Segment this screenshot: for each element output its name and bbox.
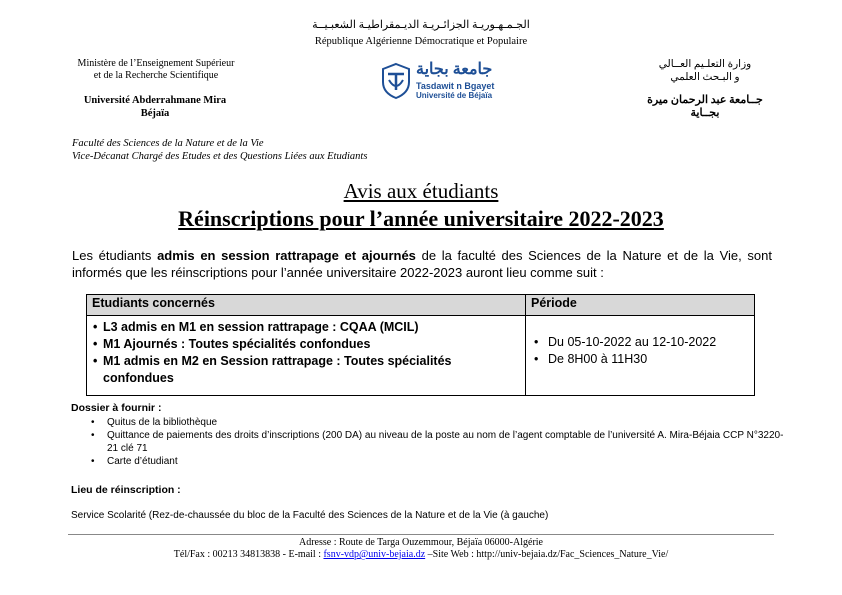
main-title: Réinscriptions pour l’année universitaire 2022-2023 bbox=[178, 206, 664, 231]
faculty-block bbox=[72, 137, 367, 163]
university-line-1: Université Abderrahmane Mira bbox=[83, 95, 227, 106]
bullet-icon: • bbox=[91, 430, 95, 441]
footer-contact bbox=[0, 549, 842, 561]
header-students: Etudiants concernés bbox=[87, 295, 526, 316]
university-emblem-icon bbox=[380, 62, 412, 100]
ministry-name-arabic bbox=[640, 58, 770, 84]
dossier-title: Dossier à fournir : bbox=[71, 402, 162, 414]
ministry-line-2: et de la Recherche Scientifique bbox=[93, 70, 219, 81]
intro-text-start: Les étudiants bbox=[72, 248, 158, 263]
intro-text-bold: admis en session rattrapage et ajournés bbox=[157, 248, 416, 263]
bullet-icon: • bbox=[93, 337, 98, 351]
table-header-row bbox=[87, 295, 755, 316]
university-line-2: Béjaïa bbox=[140, 108, 170, 119]
list-item bbox=[71, 416, 791, 429]
students-cell bbox=[87, 316, 526, 396]
header-period: Période bbox=[526, 295, 755, 316]
university-name-arabic bbox=[640, 94, 770, 120]
faculty-name: Faculté des Sciences de la Nature et de la Vie bbox=[72, 138, 264, 149]
ministry-ar-line-2: و البـحث العلمي bbox=[670, 72, 740, 83]
list-item bbox=[93, 353, 519, 387]
university-ar-line-2: بجــاية bbox=[690, 107, 720, 119]
bullet-icon: • bbox=[91, 456, 95, 467]
bullet-icon: • bbox=[93, 320, 98, 334]
list-item bbox=[534, 351, 748, 368]
ministry-line-1: Ministère de l’Enseignement Supérieur bbox=[77, 58, 235, 69]
republic-name-arabic: الجـمـهـوريـة الجزائـريـة الديـمقراطيـة الشعبـيــة bbox=[312, 19, 530, 31]
contact-suffix: –Site Web : http://univ-bejaia.dz/Fac_Sciences_Nature_Vie/ bbox=[425, 549, 669, 560]
list-item bbox=[93, 319, 519, 336]
bullet-icon: • bbox=[534, 335, 539, 349]
dossier-item-2: Quittance de paiements des droits d’inscriptions (200 DA) au niveau de la poste au nom de l’agent comptable de l’université A. Mira-Béjaia CCP N°3220-21 clé 71 bbox=[107, 430, 784, 454]
intro-paragraph bbox=[72, 247, 772, 281]
contact-prefix: Tél/Fax : 00213 34813838 - E-mail : bbox=[173, 549, 324, 560]
email-link[interactable]: fsnv-vdp@univ-bejaia.dz bbox=[323, 549, 426, 560]
list-item bbox=[71, 455, 791, 468]
student-group-2: M1 Ajournés : Toutes spécialités confondues bbox=[103, 337, 371, 351]
university-logo bbox=[378, 60, 502, 102]
table-row bbox=[87, 316, 755, 396]
intro-text-end: de la faculté des Sciences de la Nature et de la Vie, sont informés que les réinscriptions pour l’année universitaire 2022-2023 auront lieu comme suit : bbox=[72, 248, 772, 280]
location-text: Service Scolarité (Rez-de-chaussée du bloc de la Faculté des Sciences de la Nature et de la Vie (à gauche) bbox=[71, 510, 549, 521]
dossier-list bbox=[71, 416, 791, 468]
list-item bbox=[534, 334, 748, 351]
list-item bbox=[71, 429, 791, 455]
period-cell bbox=[526, 316, 755, 396]
period-dates: Du 05-10-2022 au 12-10-2022 bbox=[548, 335, 717, 349]
period-hours: De 8H00 à 11H30 bbox=[548, 352, 648, 366]
university-ar-line-1: جــامعة عبد الرحمان ميرة bbox=[647, 94, 763, 106]
bullet-icon: • bbox=[91, 417, 95, 428]
footer-divider bbox=[68, 534, 774, 535]
student-group-1: L3 admis en M1 en session rattrapage : CQAA (MCIL) bbox=[103, 320, 419, 334]
bullet-icon: • bbox=[93, 354, 98, 368]
list-item bbox=[93, 336, 519, 353]
republic-name-french: République Algérienne Démocratique et Populaire bbox=[314, 36, 528, 47]
ministry-ar-line-1: وزارة التعلـيم العــالي bbox=[658, 59, 752, 70]
ministry-name-french bbox=[66, 58, 246, 82]
logo-line-1: Tasdawit n Bgayet bbox=[416, 81, 495, 91]
university-name-french bbox=[70, 94, 240, 120]
vice-deanery-name: Vice-Décanat Chargé des Etudes et des Questions Liées aux Etudiants bbox=[72, 151, 368, 162]
schedule-table bbox=[86, 294, 755, 396]
notice-title: Avis aux étudiants bbox=[343, 179, 499, 203]
logo-line-2: Université de Béjaïa bbox=[416, 91, 493, 100]
dossier-item-1: Quitus de la bibliothèque bbox=[107, 417, 218, 428]
footer-address: Adresse : Route de Targa Ouzemmour, Béjaïa 06000-Algérie bbox=[298, 537, 543, 548]
student-group-3: M1 admis en M2 en Session rattrapage : Toutes spécialités confondues bbox=[103, 354, 452, 385]
dossier-item-3: Carte d’étudiant bbox=[107, 456, 178, 467]
logo-arabic-text: جامعة بجاية bbox=[416, 61, 493, 78]
location-title: Lieu de réinscription : bbox=[71, 484, 181, 496]
bullet-icon: • bbox=[534, 352, 539, 366]
